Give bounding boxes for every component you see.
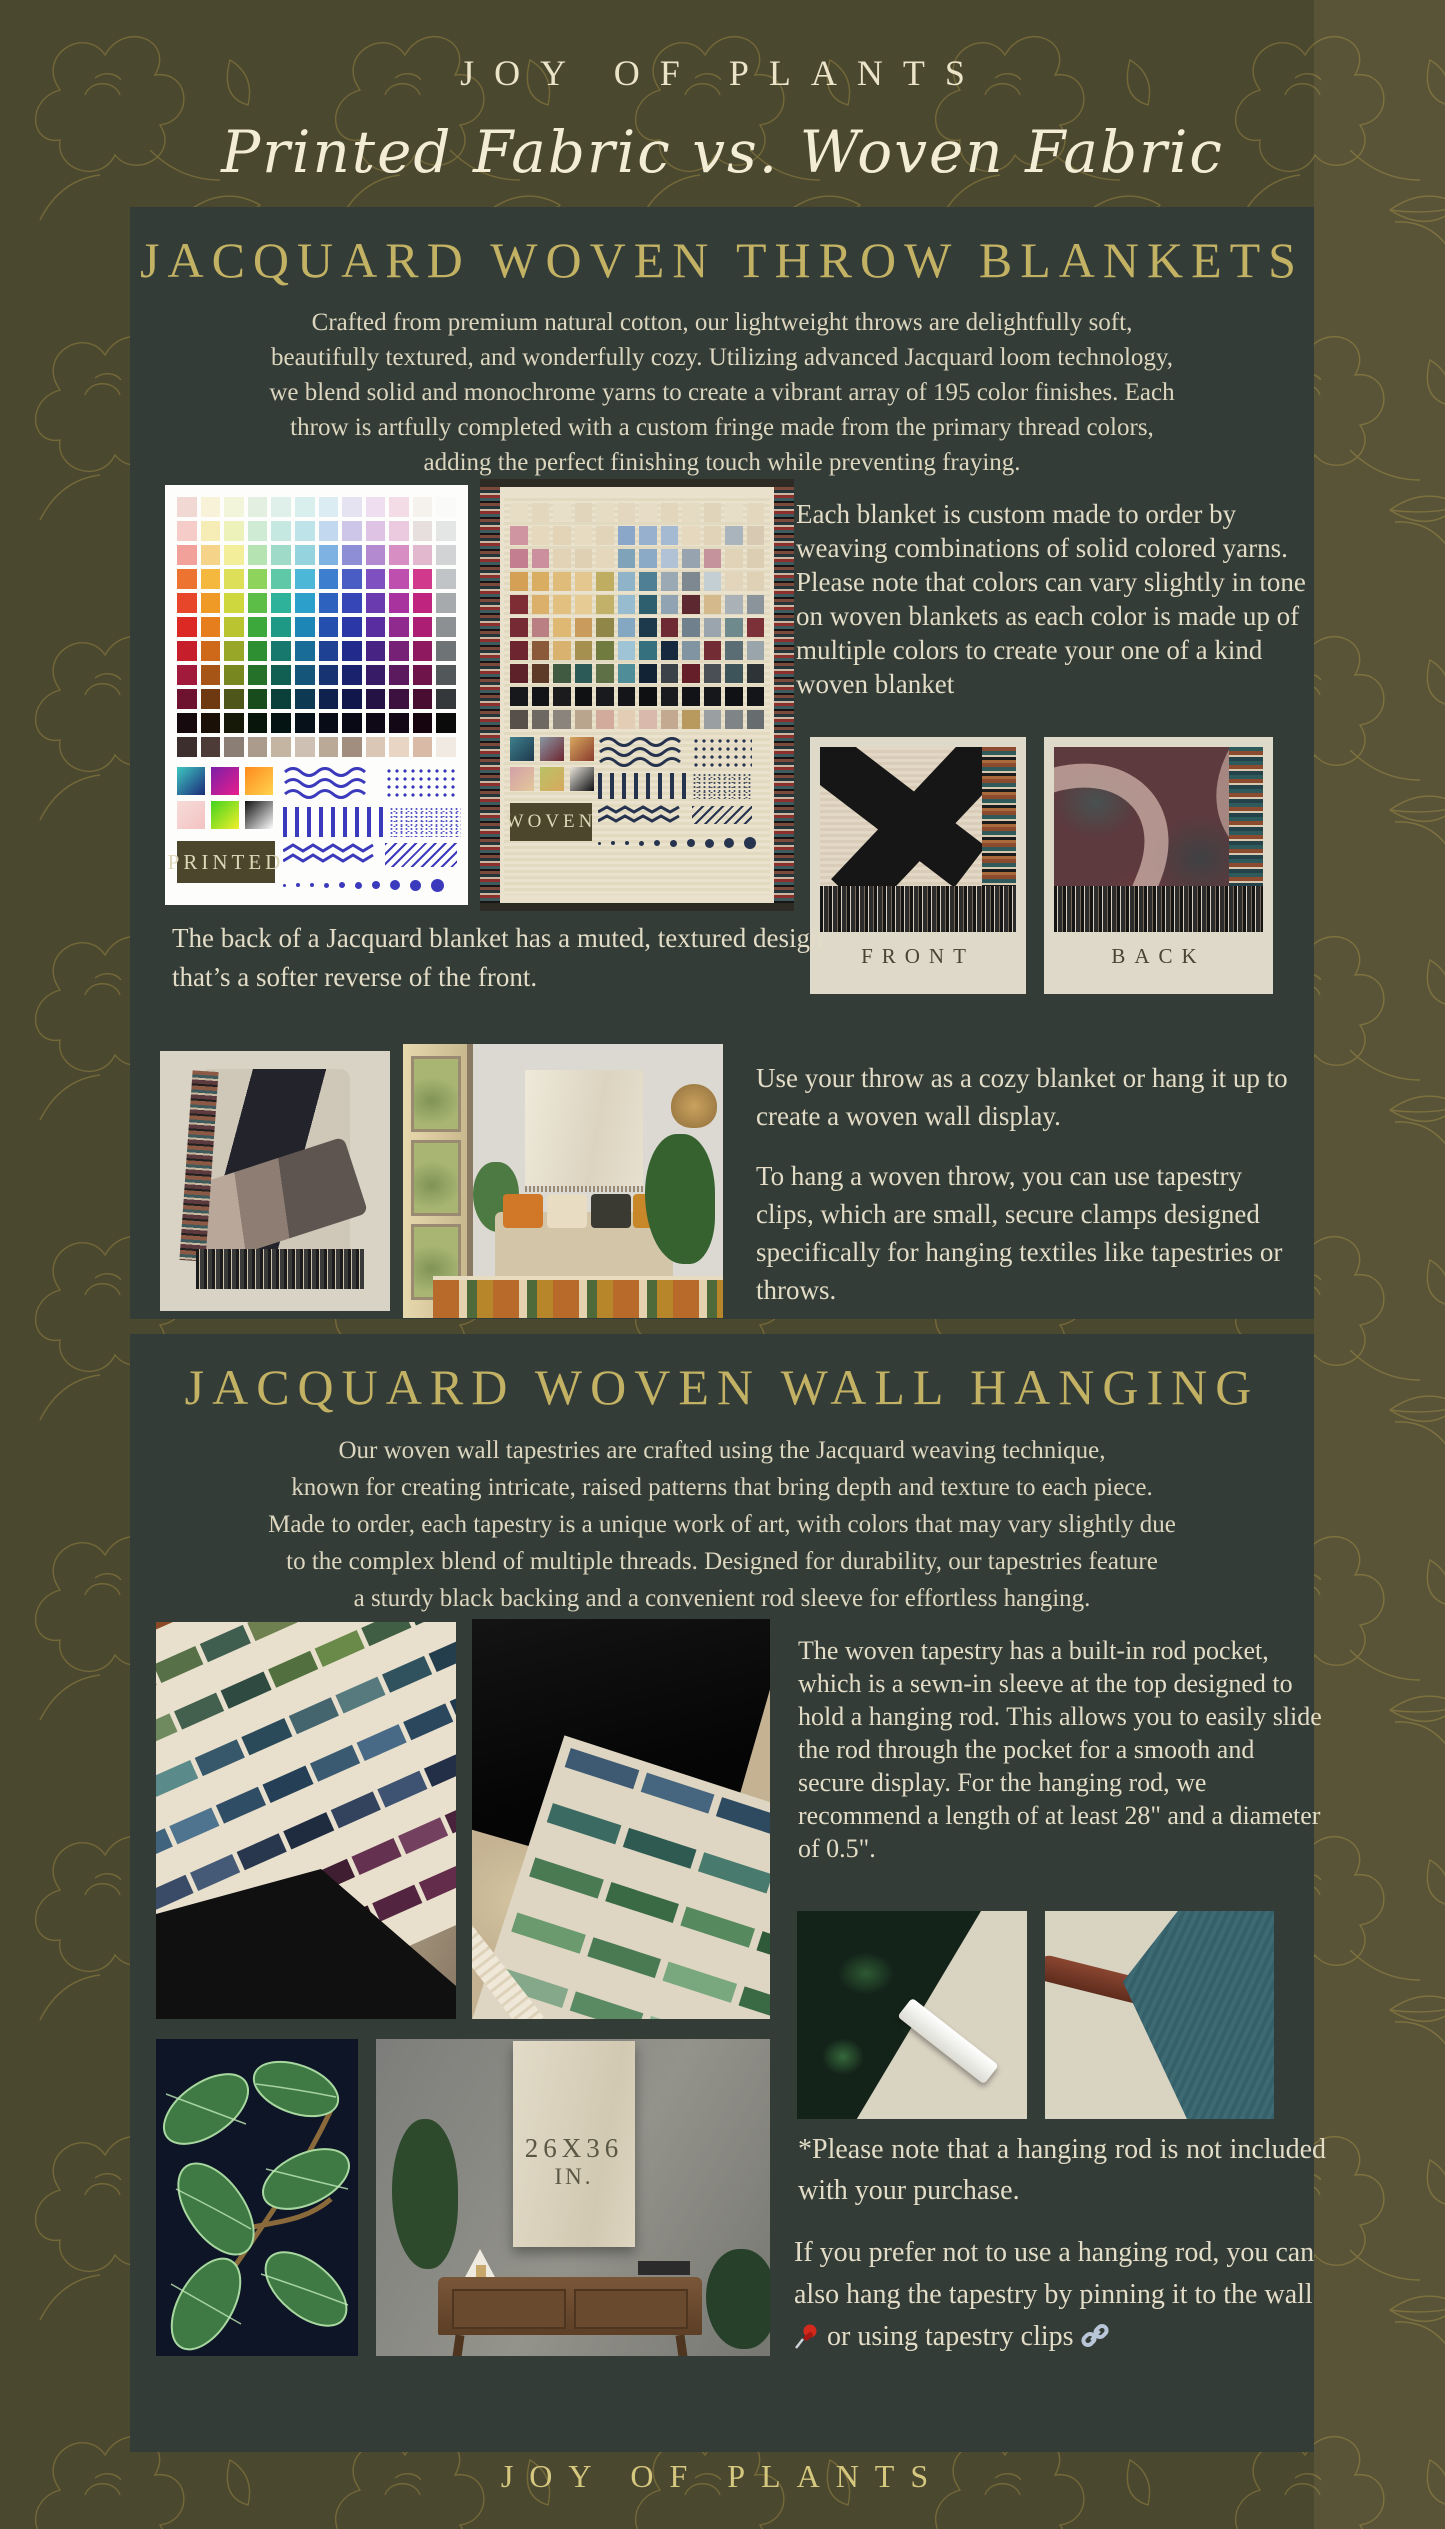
front-weave-photo [820,747,1016,932]
dot-size-row [283,877,461,893]
wave-pattern [598,737,686,767]
living-room-photo [403,1044,723,1318]
hang-text-1: Use your throw as a cozy blanket or hang it up to create a woven wall display. [756,1063,1288,1131]
pushpin-icon [794,2323,820,2349]
tapestry-mosaic-photo [156,1622,456,2019]
throw-blankets-heading: JACQUARD WOVEN THROW BLANKETS [140,232,1304,288]
rod-pocket-photo-white [797,1911,1027,2119]
bar-pattern [283,807,383,837]
size-text: 26X36 [524,2133,624,2163]
zigzag-pattern [283,843,379,867]
hang-text-2: To hang a woven throw, you can use tapestry clips, which are small, secure clamps designed specifically for hanging textiles like tapestries or throws. [756,1161,1283,1305]
side-fringe [1229,747,1263,886]
rod-pocket-photo-wood [1045,1911,1274,2119]
blanket-fringe-right [774,487,794,903]
hang-instructions [756,1059,1296,1331]
wave-pattern [283,767,379,801]
clips-note [794,2232,1339,2358]
speckle-pattern [692,773,752,799]
hatch-pattern [692,806,752,824]
draped-blanket-photo [160,1051,390,1311]
hatch-pattern [385,843,457,867]
wall-hanging-intro: Our woven wall tapestries are crafted using the Jacquard weaving technique, known for creating intricate, raised patterns that bring depth and texture to each piece. Made to order, each tapestry is a unique work of art, with colors that may vary slightly due to the complex blend of multiple threads. Designed for durability, our tapestries feature a sturdy black backing and a convenient rod sleeve for effortless hanging. [268,1437,1176,1612]
clips-note-text-1: If you prefer not to use a hanging rod, you can also hang the tapestry by pinning it to the wall [794,2237,1315,2310]
size-unit-text: IN. [554,2164,594,2189]
printed-label: PRINTED [177,841,275,883]
woven-swatch-grid [510,503,764,729]
wall-hanging-panel [130,1334,1326,2452]
rug [433,1276,723,1318]
dot-grid-pattern [692,737,752,767]
right-plant [706,2249,770,2349]
dot-size-row [598,835,764,851]
back-caption: The back of a Jacquard blanket has a muted, textured design that’s a softer reverse of the front. [172,923,824,992]
front-label: FRONT [861,943,975,968]
wall-hanging-heading: JACQUARD WOVEN WALL HANGING [184,1359,1260,1415]
back-weave-photo [1054,747,1263,932]
woven-label: WOVEN [510,803,592,841]
bottom-fringe [820,886,1016,932]
leaf-tapestry-photo [156,2039,358,2356]
printed-gradient-swatches [177,767,275,829]
sofa [495,1212,673,1278]
side-fringe [982,747,1016,886]
printed-color-chart [165,485,468,905]
brand-title-top: JOY OF PLANTS [460,53,985,93]
books [638,2261,690,2275]
back-photo-card [1044,737,1273,994]
potted-tree [392,2119,458,2269]
hung-tapestry [513,2041,635,2247]
white-hanging-rod [897,1998,998,2085]
zigzag-pattern [598,805,686,825]
green-leaves-art [156,2039,358,2356]
tapestry-backing-photo [472,1619,770,2019]
printed-swatch-grid [177,497,456,757]
woven-gradient-swatches [510,737,592,791]
blanket-fringe-left [480,487,500,903]
throw-blankets-intro: Crafted from premium natural cotton, our lightweight throws are delightfully soft, beautifully textured, and wonderfully cozy. Utilizing advanced Jacquard loom technology, we blend solid and monochrome yarns to create a vibrant array of 195 color finishes. Each throw is artfully completed with a custom fringe made from the primary thread colors, adding the perfect finishing touch while preventing fraying. [269,309,1175,476]
dot-grid-pattern [385,767,457,801]
front-photo-card [810,737,1026,994]
back-label: BACK [1111,943,1206,968]
clips-note-text-2: or using tapestry clips [820,2321,1081,2352]
right-accent-strip [1314,0,1445,2529]
rod-pocket-text: The woven tapestry has a built-in rod pocket, which is a sewn-in sleeve at the top designed to hold a hanging rod. This allows you to easily slide the rod through the pocket for a smooth and secure display. For the hanging rod, we recommend a length of at least 28" and a diameter of 0.5". [798,1636,1322,1863]
page-subtitle-script: Printed Fabric vs. Woven Fabric [221,118,1224,186]
hung-throw [525,1070,643,1186]
rod-not-included-note: *Please note that a hanging rod is not included with your purchase. [798,2134,1326,2206]
bottom-fringe [1054,886,1263,932]
brand-title-bottom: JOY OF PLANTS [500,2458,945,2494]
link-icon [1081,2323,1109,2349]
throw-blankets-panel [130,207,1314,1319]
speckle-pattern [389,807,461,837]
tapestry-corner [1045,1911,1274,2119]
wall-mockup-photo [376,2039,770,2356]
woven-color-blanket [480,479,794,911]
bar-pattern [598,773,686,799]
custom-made-note: Each blanket is custom made to order by weaving combinations of solid colored yarns. Please note that colors can vary slightly in tone on woven blankets as each color is made up of multiple colors to create your one of a kind woven blanket [796,499,1306,699]
console-table [438,2277,702,2335]
rattan-lamp [671,1084,717,1128]
